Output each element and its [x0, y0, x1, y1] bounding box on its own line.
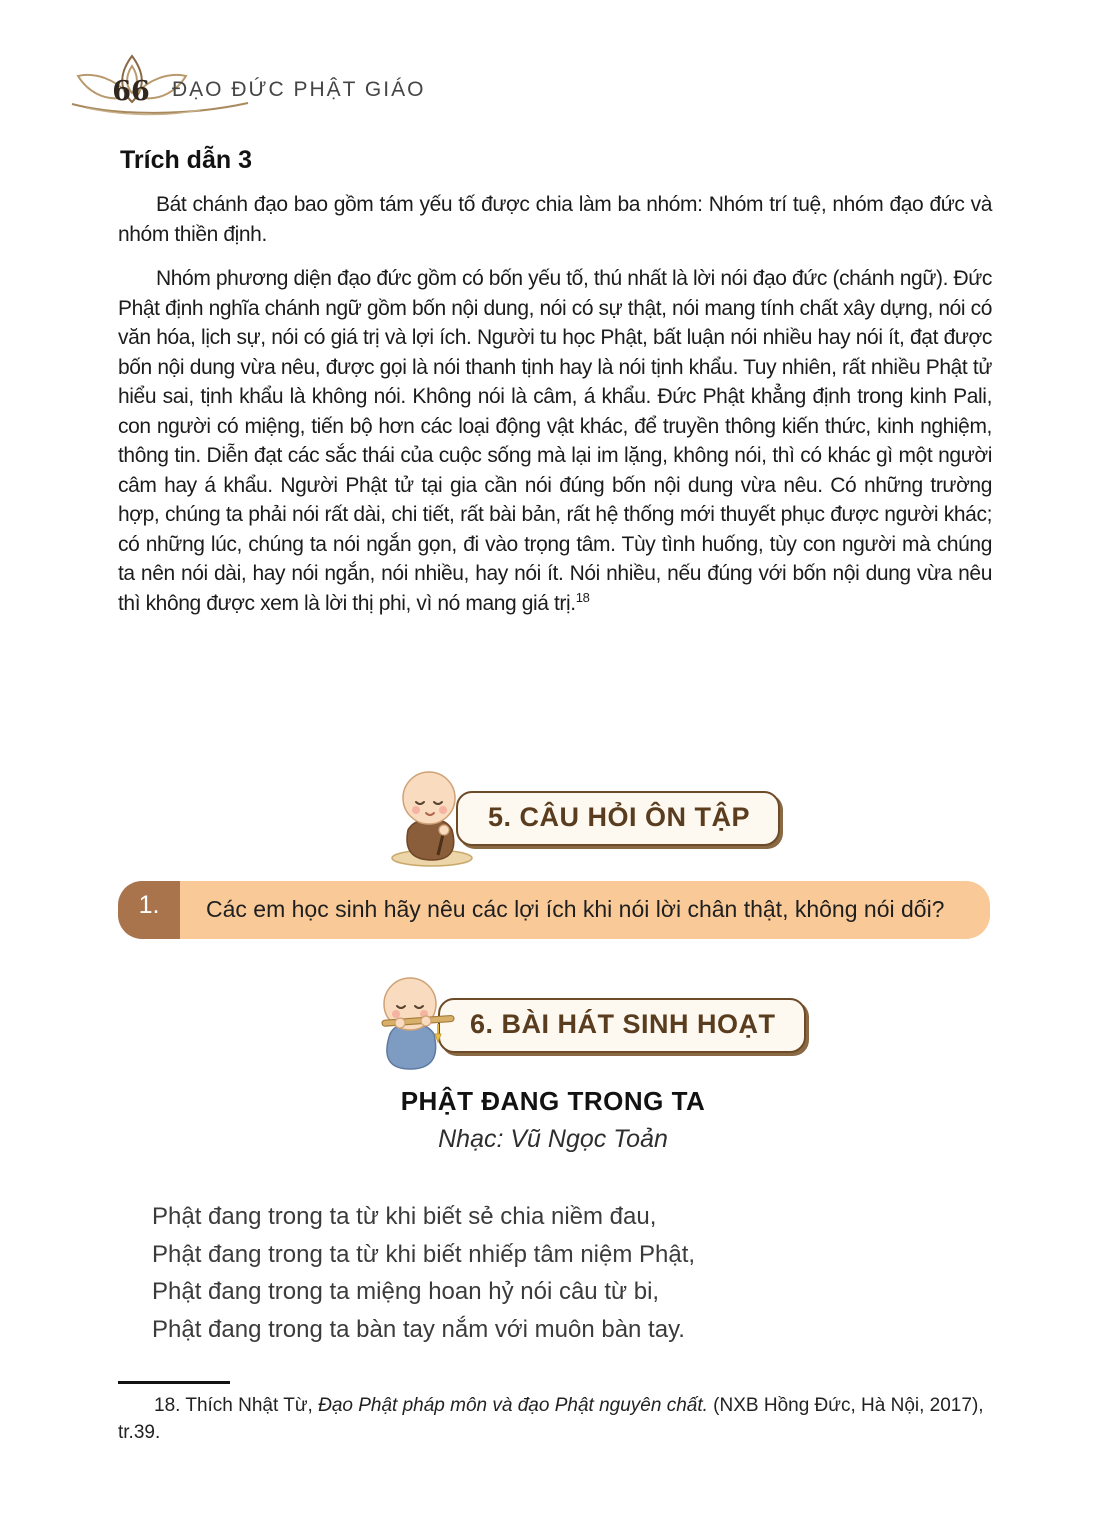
question-item: [118, 881, 990, 939]
running-head: ĐẠO ĐỨC PHẬT GIÁO: [172, 78, 426, 101]
lyric-line: Phật đang trong ta từ khi biết nhiếp tâm niệm Phật,: [152, 1240, 696, 1268]
quote-paragraph: Nhóm phương diện đạo đức gồm có bốn yếu tố, thú nhất là lời nói đạo đức (chánh ngữ). Đức Phật định nghĩa chánh ngữ gồm bốn nội dung, nói có sự thật, nói mang tính chất xây dựng, nói có văn hóa, lịch sự, nói có giá trị và lợi ích. Người tu học Phật, bất luận nói nhiều hay nói ít, đạt được bốn nội dung vừa nêu, được gọi là nói thanh tịnh hay là nói tịnh khẩu. Tuy nhiên, rất nhiều Phật tử hiểu sai, tịnh khẩu là không nói. Không nói là câm, á khẩu. Đức Phật khẳng định trong kinh Pali, con người có miệng, tiến bộ hơn các loại động vật khác, để truyền thông kiến thức, kinh nghiệm, thông tin. Diễn đạt các sắc thái của cuộc sống mà lại im lặng, không nói, thì có khác gì một người câm hay á khẩu. Người Phật tử tại gia cần nói đúng bốn nội dung vừa nêu. Có những trường hợp, chúng ta phải nói rất dài, chi tiết, rất bài bản, rất hệ thống mới thuyết phục được người khác; có những lúc, chúng ta nói ngắn gọn, đi vào trọng tâm. Tùy tình huống, tùy con người mà chúng ta nên nói dài, hay nói ngắn, nói nhiều, hay nói ít. Nói nhiều, nếu đúng với bốn nội dung vừa nêu thì không được xem là lời thị phi, vì nó mang giá trị.$^{18}$: [118, 267, 992, 615]
footnote: [118, 1392, 1018, 1446]
song-lyrics: [152, 1198, 695, 1348]
page-header: [70, 50, 670, 120]
song-composer: Nhạc: Vũ Ngọc Toản: [438, 1125, 668, 1153]
footnote-work-title: Đạo Phật pháp môn và đạo Phật nguyên chất.: [318, 1395, 708, 1416]
footnote-marker: 18: [575, 589, 590, 605]
song-banner-label: 6. BÀI HÁT SINH HOẠT: [438, 998, 806, 1053]
footnote-citation: 18. Thích Nhật Từ, Đạo Phật pháp môn và đạo Phật nguyên chất. (NXB Hồng Đức, Hà Nội, 2017),: [154, 1395, 984, 1416]
footnote-divider: [118, 1381, 230, 1384]
song-banner: [366, 974, 806, 1076]
lyric-line: Phật đang trong ta miệng hoan hỷ nói câu từ bi,: [152, 1278, 660, 1305]
song-title: PHẬT ĐANG TRONG TA: [400, 1086, 706, 1116]
quote-heading: Trích dẫn 3: [120, 146, 252, 174]
question-number: 1.: [118, 881, 180, 939]
lyric-line: Phật đang trong ta từ khi biết sẻ chia niềm đau,: [152, 1203, 657, 1230]
footnote-page-ref: tr.39.: [118, 1422, 161, 1443]
question-text: Các em học sinh hãy nêu các lợi ích khi nói lời chân thật, không nói dối?: [180, 881, 990, 939]
quote-paragraph: Bát chánh đạo bao gồm tám yếu tố được chia làm ba nhóm: Nhóm trí tuệ, nhóm đạo đức và nhóm thiền định.: [118, 193, 992, 246]
monk-writing-icon: [388, 768, 476, 868]
quote-body: [118, 190, 992, 633]
page-number: 66: [112, 76, 150, 107]
monk-flute-icon: [366, 974, 458, 1076]
review-banner: [388, 768, 780, 868]
lyric-line: Phật đang trong ta bàn tay nắm với muôn bàn tay.: [152, 1315, 685, 1343]
review-banner-label: 5. CÂU HỎI ÔN TẬP: [456, 791, 780, 846]
